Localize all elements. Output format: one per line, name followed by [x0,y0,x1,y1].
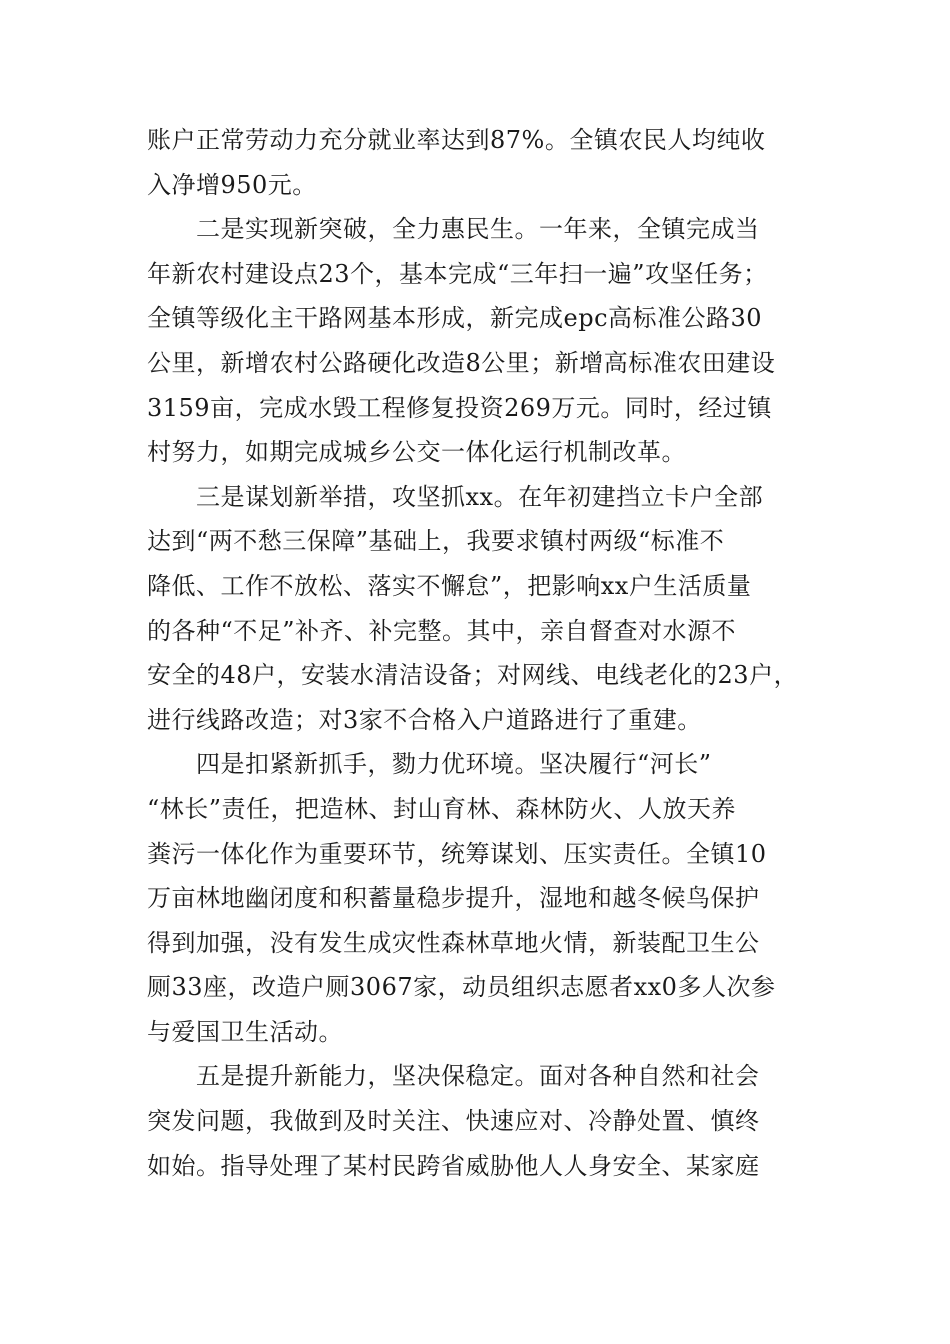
paragraph-employment-income: 账户正常劳动力充分就业率达到87%。全镇农民人均纯收 入净增950元。 [147,126,766,199]
paragraph-stability: 五是提升新能力，坚决保稳定。面对各种自然和社会 突发问题，我做到及时关注、快速应对、冷静处置、慎终 如始。指导处理了某村民跨省威胁他人人身安全、某家庭 [147,1062,760,1180]
paragraph-environment: 四是扣紧新抓手，勠力优环境。坚决履行“河长” “林长”责任，把造林、封山育林、森林防火、人放天养 粪污一体化作为重要环节，统筹谋划、压实责任。全镇10 万亩林地幽闭度和积蓄量稳步提升，湿地和越冬候鸟保护 得到加强，没有发生成灾性森林草地火情，新装配卫生公 厕33座，改造户厕3067家，动员组织志愿者xx0多人次参 与爱国卫生活动。 [147,750,776,1046]
paragraph-new-measures: 三是谋划新举措，攻坚抓xx。在年初建挡立卡户全部 达到“两不愁三保障”基础上，我要求镇村两级“标准不 降低、工作不放松、落实不懈怠”，把影响xx户生活质量 的各种“不足”补齐、补完整。其中，亲自督查对水源不 安全的48户，安装水清洁设备；对网线、电线老化的23户， 进行线路改造；对3家不合格入户道路进行了重建。 [147,482,799,734]
paragraph-new-breakthrough: 二是实现新突破，全力惠民生。一年来，全镇完成当 年新农村建设点23个，基本完成“三年扫一遍”攻坚任务； 全镇等级化主干路网基本形成，新完成epc高标准公路30 公里，新增农村公路硬化改造8公里；新增高标准农田建设 3159亩，完成水毁工程修复投资269万元。同时，经过镇 村努力，如期完成城乡公交一体化运行机制改革。 [147,215,776,467]
body-text [147,118,809,1188]
